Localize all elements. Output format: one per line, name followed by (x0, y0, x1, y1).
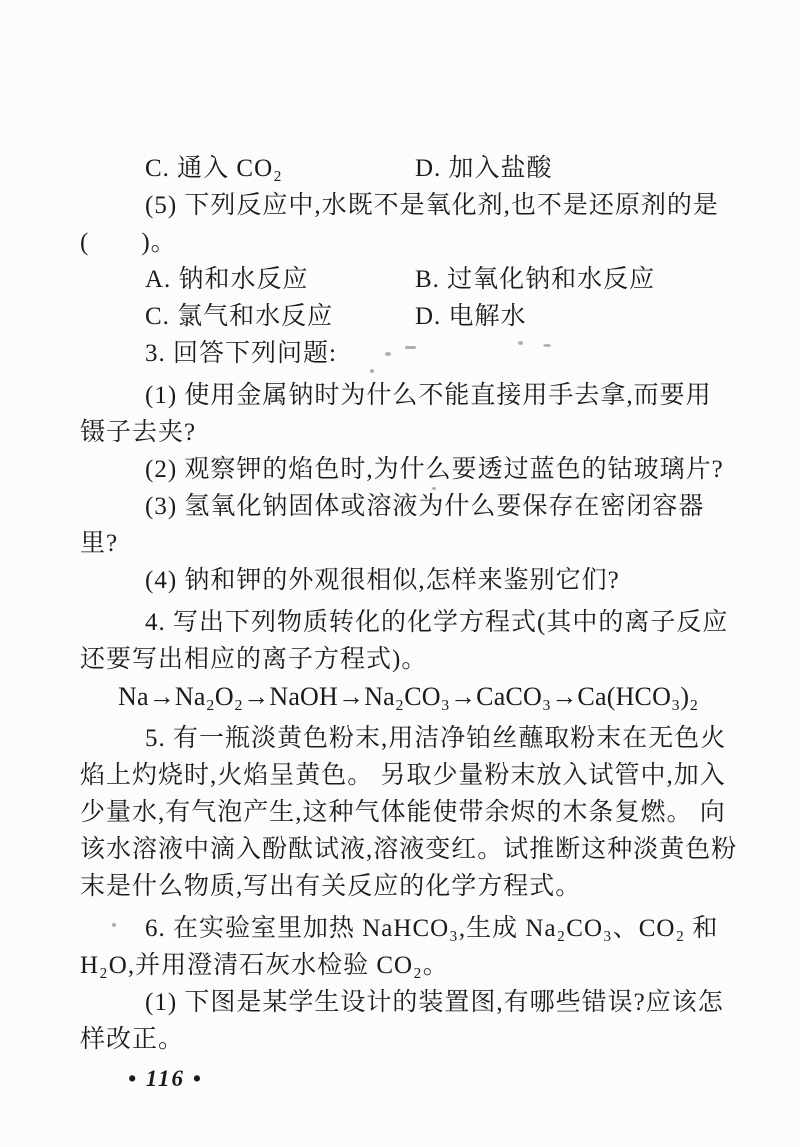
question6-line1: 6. 在实验室里加热 NaHCO₃,生成 Na₂CO₃、CO₂ 和 (145, 915, 719, 942)
question5-line2: 焰上灼烧时,火焰呈黄色。 另取少量粉末放入试管中,加入 (80, 762, 726, 789)
question3-sub1-line2: 镊子去夹? (80, 419, 197, 446)
question5-line1: 5. 有一瓶淡黄色粉末,用洁净铂丝蘸取粉末在无色火 (145, 725, 727, 752)
prev-option-d: D. 加入盐酸 (415, 155, 553, 182)
item5-option-d: D. 电解水 (415, 303, 527, 330)
item5-option-b: B. 过氧化钠和水反应 (415, 266, 656, 293)
scan-speckle (370, 369, 374, 373)
item5-options-row-cd (80, 298, 722, 335)
item5-stem-line1: (5) 下列反应中,水既不是氧化剂,也不是还原剂的是 (145, 192, 719, 219)
question3-heading: 3. 回答下列问题: (145, 340, 337, 367)
question4-line2: 还要写出相应的离子方程式)。 (80, 646, 428, 673)
question4-line1: 4. 写出下列物质转化的化学方程式(其中的离子反应 (145, 609, 729, 636)
question3-sub3-line1: (3) 氢氧化钠固体或溶液为什么要保存在密闭容器 (145, 493, 705, 520)
scan-speckle (543, 344, 551, 347)
question6-sub1-line2: 样改正。 (80, 1026, 185, 1053)
scan-speckle (432, 487, 436, 490)
item5-options-row-ab (80, 261, 722, 298)
question6-sub1-line1: (1) 下图是某学生设计的装置图,有哪些错误?应该怎 (145, 989, 724, 1016)
question5-line3: 少量水,有气泡产生,这种气体能使带余烬的木条复燃。 向 (80, 799, 726, 826)
scan-speckle (112, 923, 116, 927)
question3-sub3-line2: 里? (80, 530, 119, 557)
item5-answer-blank: ( )。 (80, 229, 177, 256)
question6-line2: H₂O,并用澄清石灰水检验 CO₂。 (80, 952, 449, 979)
item5-option-a: A. 钠和水反应 (145, 266, 309, 293)
question5-line5: 末是什么物质,写出有关反应的化学方程式。 (80, 873, 582, 900)
page-number: • 116 • (128, 1066, 203, 1091)
prev-question-options-row (80, 150, 722, 187)
question3-sub1-line1: (1) 使用金属钠时为什么不能直接用手去拿,而要用 (145, 382, 712, 409)
scan-speckle (518, 341, 523, 345)
item5-option-c: C. 氯气和水反应 (145, 303, 334, 330)
scan-speckle (385, 352, 391, 356)
text-column (80, 150, 738, 1097)
question4-conversion-chain: Na→Na₂O₂→NaOH→Na₂CO₃→CaCO₃→Ca(HCO₃)₂ (118, 682, 699, 711)
question3-sub2: (2) 观察钾的焰色时,为什么要透过蓝色的钴玻璃片? (145, 456, 724, 483)
question5-line4: 该水溶液中滴入酚酞试液,溶液变红。试推断这种淡黄色粉 (80, 836, 738, 863)
prev-option-c: C. 通入 CO₂ (145, 155, 283, 182)
question3-sub4: (4) 钠和钾的外观很相似,怎样来鉴别它们? (145, 567, 620, 594)
scan-speckle (405, 346, 416, 349)
